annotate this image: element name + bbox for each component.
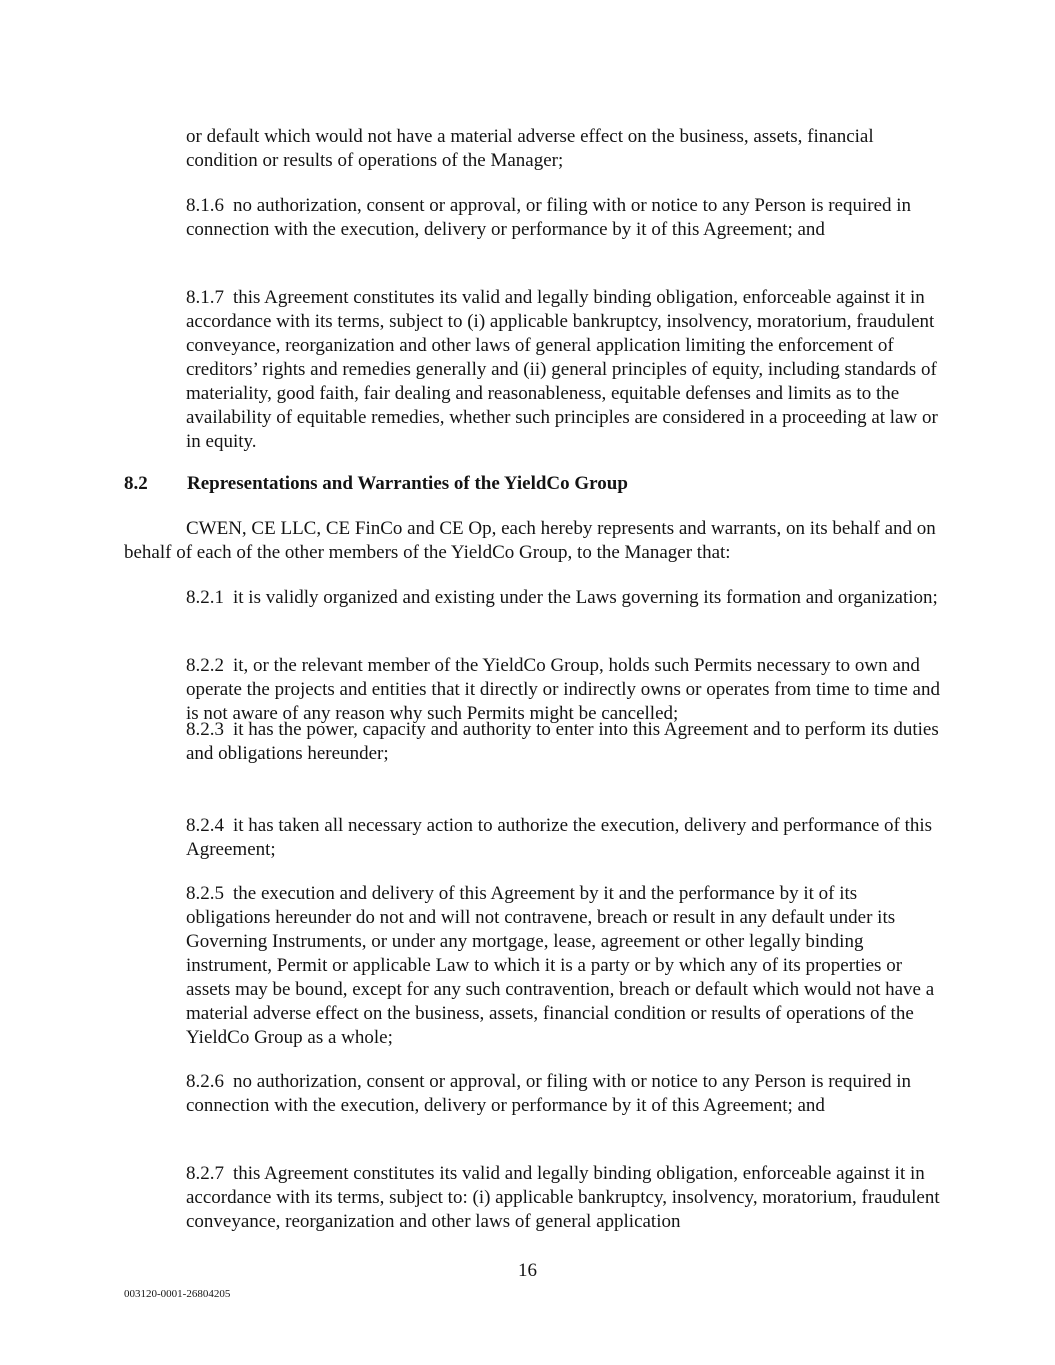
continuation-paragraph: or default which would not have a material adverse effect on the business, assets, financial condition or results of operations of the Manager; [186, 126, 874, 171]
clause-8-2-5 [186, 882, 946, 1050]
clause-number: 8.1.6 [186, 195, 224, 216]
clause-number: 8.2.3 [186, 719, 224, 740]
clause-8-2-1 [186, 586, 946, 610]
clause-8-2-3 [186, 718, 946, 766]
clause-number: 8.1.7 [186, 287, 224, 308]
clause-text: it has the power, capacity and authority to enter into this Agreement and to perform its duties and obligations hereunder; [186, 719, 939, 764]
clause-number: 8.2.4 [186, 815, 224, 836]
clause-text: it, or the relevant member of the YieldCo Group, holds such Permits necessary to own and operate the projects and entities that it directly or indirectly owns or operates from time to time and is not aware of any reason why such Permits might be cancelled; [186, 655, 940, 724]
section-number: 8.2 [124, 473, 148, 494]
section-heading-8-2 [124, 472, 628, 496]
clause-number: 8.2.7 [186, 1163, 224, 1184]
clause-8-2-4 [186, 814, 946, 862]
clause-8-1-6 [186, 194, 946, 242]
clause-text: no authorization, consent or approval, or filing with or notice to any Person is required in connection with the execution, delivery or performance by it of this Agreement; and [186, 195, 912, 240]
clause-8-1-7 [186, 286, 946, 454]
clause-text: this Agreement constitutes its valid and legally binding obligation, enforceable against it in accordance with its terms, subject to (i) applicable bankruptcy, insolvency, moratorium, fraudulent conveyance, reorganization and other laws of general application limiting the enforcement of creditors’ rights and remedies generally and (ii) general principles of equity, including standards of materiality, good faith, fair dealing and reasonableness, equitable defenses and limits as to the availability of equitable remedies, whether such principles are considered in a proceeding at law or in equity. [186, 287, 938, 452]
clause-8-2-7 [186, 1162, 946, 1234]
section-intro: CWEN, CE LLC, CE FinCo and CE Op, each hereby represents and warrants, on its behalf and on behalf of each of the other members of the YieldCo Group, to the Manager that: [124, 518, 936, 563]
clause-8-2-2 [186, 654, 946, 726]
clause-8-2-6 [186, 1070, 946, 1118]
clause-number: 8.2.6 [186, 1071, 224, 1092]
clause-number: 8.2.1 [186, 587, 224, 608]
page-number: 16 [518, 1260, 537, 1281]
clause-text: it is validly organized and existing under the Laws governing its formation and organization; [233, 587, 938, 608]
section-title: Representations and Warranties of the YieldCo Group [187, 473, 628, 494]
document-id: 003120-0001-26804205 [124, 1288, 231, 1300]
clause-text: the execution and delivery of this Agreement by it and the performance by it of its obligations hereunder do not and will not contravene, breach or result in any default under its Governing Instruments, or under any mortgage, lease, agreement or other legally binding instrument, Permit or applicable Law to which it is a party or by which any of its properties or assets may be bound, except for any such contravention, breach or default which would not have a material adverse effect on the business, assets, financial condition or results of operations of the YieldCo Group as a whole; [186, 883, 935, 1048]
clause-text: it has taken all necessary action to authorize the execution, delivery and performance of this Agreement; [186, 815, 933, 860]
clause-text: no authorization, consent or approval, or filing with or notice to any Person is required in connection with the execution, delivery or performance by it of this Agreement; and [186, 1071, 912, 1116]
clause-number: 8.2.2 [186, 655, 224, 676]
clause-text: this Agreement constitutes its valid and legally binding obligation, enforceable against it in accordance with its terms, subject to: (i) applicable bankruptcy, insolvency, moratorium, fraudulent conveyance, reorganization and other laws of general application [186, 1163, 940, 1232]
clause-number: 8.2.5 [186, 883, 224, 904]
